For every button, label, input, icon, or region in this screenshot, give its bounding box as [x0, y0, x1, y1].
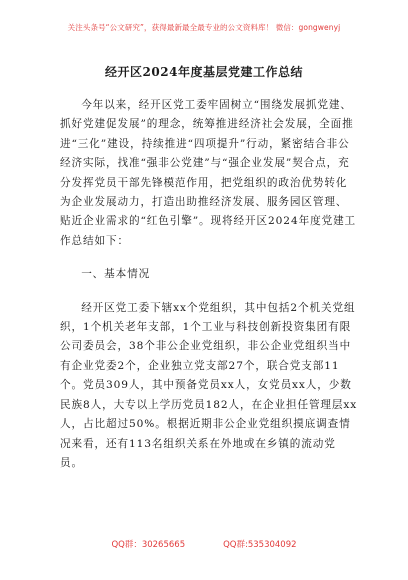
document-title: 经开区2024年度基层党建工作总结: [105, 65, 303, 79]
header-banner: 关注头条号“公文研究”，获得最新最全最专业的公文资料库！ 微信：gongwenyj: [67, 23, 341, 32]
section-heading-basic-info: 一、基本情况: [81, 268, 151, 281]
intro-paragraph: 今年以来，经开区党工委牢固树立“围绕发展抓党建、抓好党建促发展”的理念，统筹推进经济社会发展，全面推进“三化”建设，持续推进“四项提升”行动，紧密结合非公经济实际，找准“强非公党建”与“强企业发展”契合点，充分发挥党员干部先锋模范作用，把党组织的政治优势转化为企业发展动力，打造出助推经济发展、服务园区管理、贴近企业需求的“红色引擎”。现将经开区2024年度党建工作总结如下：: [60, 99, 357, 247]
basic-info-paragraph: 经开区党工委下辖xx个党组织，其中包括2个机关党组织，1个机关老年支部，1个工业与科技创新投资集团有限公司委员会，38个非公企业党组织，非公企业党组织当中有企业党委2个，企业独立党支部27个，联合党支部11个。党员309人，其中预备党员xx人，女党员xx人，少数民族8人，大专以上学历党员182人，在企业担任管理层xx人，占比超过50%。根据近期非公企业党组织摸底调查情况来看，还有113名组织关系在外地或在乡镇的流动党员。: [60, 301, 358, 469]
footer-qq-group-1: QQ群：30265665: [111, 540, 186, 550]
footer-contact: [0, 538, 408, 550]
document-body: [60, 96, 358, 473]
footer-qq-group-2: QQ群:535304092: [223, 540, 297, 550]
